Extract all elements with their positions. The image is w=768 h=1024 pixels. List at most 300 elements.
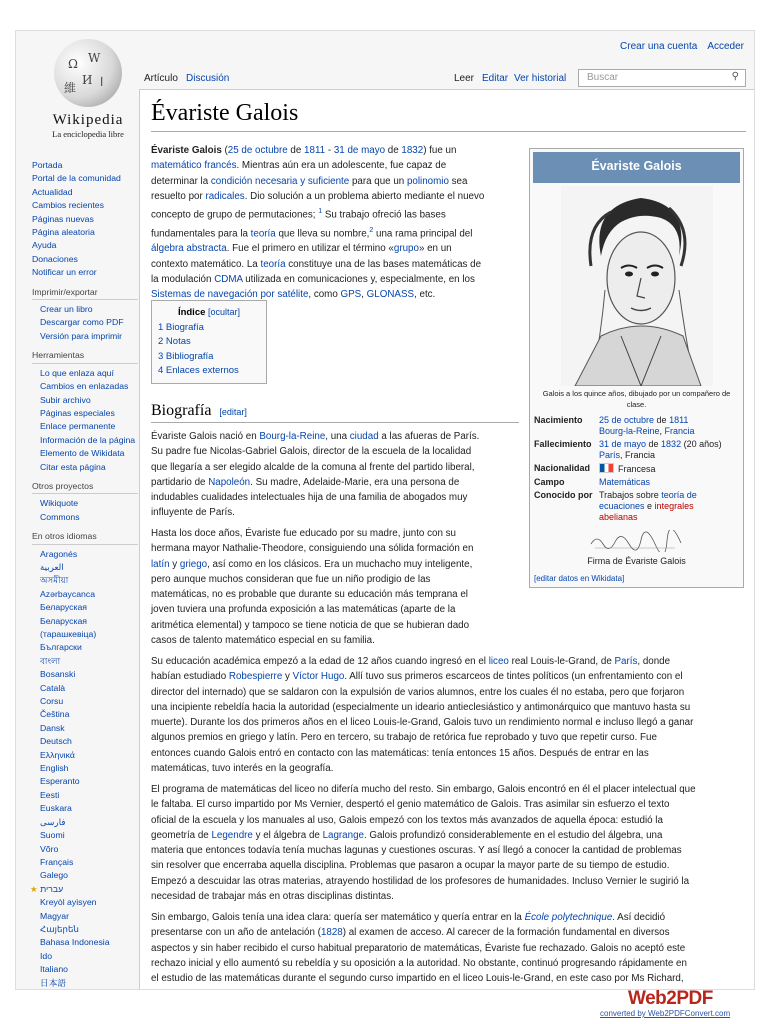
tab-article[interactable]: Artículo xyxy=(144,73,178,84)
text-line xyxy=(151,828,746,843)
tab-edit[interactable]: Editar xyxy=(482,73,509,84)
text-span: el estudio de las matemáticas durante el segundo curso impartido en el liceo Louis-le-Grand, en este caso por Ms Richard, xyxy=(151,973,684,985)
text-span: rechazo inicial y ello aumentó su rebeldía y su oposición a la autoridad. No obstante, continuó progresando rápidamente en xyxy=(151,957,687,969)
text-span: , xyxy=(361,289,367,301)
inline-link[interactable]: Robespierre xyxy=(228,671,283,683)
tab-read[interactable]: Leer xyxy=(454,73,475,84)
lang-item-link[interactable]: অসমীয়া xyxy=(40,575,69,586)
text-span: , donde xyxy=(637,656,671,667)
lang-item[interactable] xyxy=(32,923,138,936)
lang-item-link[interactable]: বাংলা xyxy=(40,655,61,666)
text-line xyxy=(151,889,746,904)
edit-section-link[interactable]: [editar] xyxy=(219,407,247,417)
text-line xyxy=(151,223,519,242)
text-line xyxy=(151,874,746,889)
text-span: hermana mayor Nathalie-Theodore, consiguiendo una sólida formación en xyxy=(151,543,474,555)
text-span: materia que entonces todavía tenía muchas lagunas y cuestiones oscuras. Y así llegó a conocer la cantidad de problemas xyxy=(151,845,682,857)
lang-item-link[interactable]: Corsu xyxy=(40,696,64,707)
lang-item[interactable] xyxy=(32,615,138,642)
text-line xyxy=(151,257,519,272)
text-line xyxy=(151,633,519,648)
text-span: joven tuviera una profunda exposición a las matemáticas (aparte de la xyxy=(151,604,456,616)
text-span: , Francia xyxy=(620,450,656,460)
lang-item[interactable] xyxy=(32,977,138,990)
inline-link[interactable]: teoría de xyxy=(661,490,697,500)
lang-item[interactable] xyxy=(32,869,138,882)
lang-item-link[interactable]: Aragonés xyxy=(40,548,78,559)
inline-link[interactable]: París xyxy=(599,450,621,460)
text-line xyxy=(151,925,746,940)
sidebar-item-link[interactable]: Actualidad xyxy=(32,186,73,197)
text-span: , xyxy=(659,426,665,436)
text-span: . Dio solución a un problema abierto mediante el nuevo xyxy=(244,190,485,202)
text-span: , así como en los clásicos. Era un muchacho muy inteligente, xyxy=(207,558,473,570)
text-span: real Louis-le-Grand, de xyxy=(508,656,615,667)
sidebar-item[interactable] xyxy=(32,303,138,316)
text-line xyxy=(151,797,746,812)
sidebar-item-link[interactable]: Portada xyxy=(32,160,63,170)
toc-toggle[interactable]: [ocultar] xyxy=(208,307,241,317)
text-span: resuelto por xyxy=(151,190,206,202)
inline-link[interactable]: 31 de mayo xyxy=(333,145,386,156)
lang-item-link[interactable]: Հայերեն xyxy=(40,923,80,934)
lang-item-link[interactable]: Suomi xyxy=(40,830,65,841)
search-input[interactable] xyxy=(578,69,746,87)
text-span: de xyxy=(287,145,305,156)
wordmark: Wikipedia xyxy=(52,112,124,128)
inline-link[interactable]: matemático francés xyxy=(151,160,237,172)
sidebar-item-link[interactable]: Portal de la comunidad xyxy=(32,173,121,184)
inline-link[interactable]: liceo xyxy=(488,656,509,667)
nav-portlet xyxy=(32,159,138,280)
text-span: constituye una de las bases matemáticas de xyxy=(285,258,482,270)
sidebar-item[interactable] xyxy=(32,186,138,199)
sidebar-item[interactable] xyxy=(32,461,138,474)
lang-item[interactable] xyxy=(32,574,138,587)
sidebar-item[interactable] xyxy=(32,394,138,407)
inline-link[interactable]: álgebra abstracta xyxy=(151,243,227,255)
infobox-key: Nacionalidad xyxy=(534,463,591,473)
sidebar-item-link[interactable]: Página aleatoria xyxy=(32,227,95,238)
text-line xyxy=(151,858,746,873)
toc-title: Índice xyxy=(177,307,206,318)
sidebar-item-link[interactable]: Páginas nuevas xyxy=(32,213,94,224)
lang-item[interactable] xyxy=(32,641,138,654)
toc-item[interactable]: 4 Enlaces externos xyxy=(158,365,239,376)
lang-item[interactable] xyxy=(32,668,138,681)
inline-link[interactable]: 1832 xyxy=(661,439,682,449)
text-span: sea xyxy=(448,175,468,187)
sidebar-item-link[interactable]: Notificar un error xyxy=(32,267,97,278)
sidebar-item[interactable] xyxy=(32,380,138,393)
sidebar-item-link[interactable]: Wikiquote xyxy=(40,498,79,509)
text-line xyxy=(151,669,746,684)
inline-link[interactable]: 1 xyxy=(318,208,323,216)
sidebar-item[interactable] xyxy=(32,226,138,239)
intro-paragraph xyxy=(151,143,519,303)
infobox-value xyxy=(598,489,746,524)
text-line xyxy=(151,444,519,459)
text-span: le faltaba. El curso impartido por Ms Vernier, despertó el genio matemático de Galois. Tras asimilar sin esfuerzo el texto xyxy=(151,799,670,811)
inline-link[interactable]: École polytechnique xyxy=(524,912,613,923)
lang-item[interactable] xyxy=(32,829,138,842)
lang-item[interactable] xyxy=(32,963,138,976)
text-span: aritmética elemental) y tampoco se tiene noticia de que se hubieran dado xyxy=(151,619,470,631)
search-icon[interactable]: ⚲ xyxy=(731,71,739,82)
inline-link[interactable]: GLONASS xyxy=(366,289,415,301)
text-span: de xyxy=(385,145,402,156)
inline-link[interactable]: 25 de octubre xyxy=(599,415,655,425)
infobox-value xyxy=(598,414,746,438)
inline-link[interactable]: Bourg-la-Reine xyxy=(599,426,660,436)
infobox-table xyxy=(533,414,746,524)
lang-item-link[interactable]: فارسی xyxy=(40,816,66,827)
inline-link[interactable]: radicales xyxy=(205,190,245,202)
infobox-value xyxy=(598,462,746,476)
lang-item[interactable] xyxy=(32,843,138,856)
inline-link[interactable]: ecuaciones xyxy=(599,501,645,511)
lang-item-link[interactable]: Français xyxy=(40,856,74,867)
text-line xyxy=(151,557,519,572)
section-heading-biografia xyxy=(151,402,519,423)
text-span: director del internado) que se saldaron con la expulsión de varios alumnos, entre los cuales él no estaba, pero que forjaron xyxy=(151,686,685,698)
wikidata-link[interactable]: [editar datos en Wikidata] xyxy=(534,574,625,583)
sidebar-item-link[interactable]: Elemento de Wikidata xyxy=(40,448,125,459)
text-span: . Galois profundizó considerablemente en el estudio del álgebra, una xyxy=(363,829,663,841)
lang-item[interactable] xyxy=(32,722,138,735)
tab-history[interactable]: Ver historial xyxy=(514,73,567,84)
text-span: fundamentales para la xyxy=(151,228,251,240)
lang-item[interactable] xyxy=(32,950,138,963)
sidebar-item-link[interactable]: Versión para imprimir xyxy=(40,330,123,341)
text-span: utilizada en comunicaciones y, especialmente, en los xyxy=(242,273,475,285)
text-line xyxy=(151,715,746,730)
sidebar-item-link[interactable]: Información de la página xyxy=(40,434,136,445)
lang-item-link[interactable]: Eesti xyxy=(40,789,60,800)
web2pdf-logo[interactable] xyxy=(628,988,723,1010)
text-span: casos de talento matemático especial en su familia. xyxy=(151,635,375,647)
text-span: una incipiente rebeldía hacia la autoridad (especialmente un ideario antieclesiástico y antimonárquico que mantuvo hasta su xyxy=(151,701,691,713)
lang-item-link[interactable]: 日本語 xyxy=(40,977,67,988)
sidebar-item[interactable] xyxy=(32,367,138,380)
sidebar-item-link[interactable]: Cambios en enlazadas xyxy=(40,381,129,392)
inline-link[interactable]: Sistemas de navegación por satélite xyxy=(151,289,309,301)
lang-item-link[interactable]: Kreyòl ayisyen xyxy=(40,897,97,908)
lang-item[interactable] xyxy=(32,749,138,762)
lang-item-link[interactable]: Български xyxy=(40,642,82,653)
text-span: Francesa xyxy=(618,464,656,474)
lang-item[interactable] xyxy=(32,682,138,695)
text-line xyxy=(151,910,746,925)
lang-item-link[interactable]: Bosanski xyxy=(40,669,76,680)
inline-link[interactable]: 31 de mayo xyxy=(599,439,647,449)
lang-item-link[interactable]: Magyar xyxy=(40,910,69,921)
login-link[interactable]: Acceder xyxy=(707,41,744,52)
inline-link[interactable]: Lagrange xyxy=(322,829,364,841)
text-span: sin resolver que encerraba aquella disciplina. Problemas que pasaron a ocupar la mayor parte de su tiempo de estudio. xyxy=(151,860,670,872)
tools-portlet xyxy=(32,349,138,474)
inline-link[interactable]: Matemáticas xyxy=(599,477,651,487)
text-span: concepto de grupo de permutaciones; xyxy=(151,209,319,221)
text-line xyxy=(151,272,519,287)
text-span: Évariste Galois nació en xyxy=(151,431,260,442)
text-line xyxy=(151,602,519,617)
inline-link[interactable]: condición necesaria y suficiente xyxy=(210,175,350,187)
text-span: y xyxy=(169,558,180,570)
paragraph xyxy=(151,910,746,986)
lang-item-link[interactable]: Беларуская xyxy=(40,602,87,613)
text-span: y el álgebra de xyxy=(252,829,323,841)
sidebar-item-link[interactable]: Crear un libro xyxy=(40,304,93,315)
text-span: oficial de la escuela y los manuales al uso, Galois empezó con los textos más avanzados de aquella época: estudió la xyxy=(151,814,663,826)
text-span: , como xyxy=(308,289,341,301)
lang-item[interactable] xyxy=(32,708,138,721)
sidebar-item[interactable] xyxy=(32,434,138,447)
inline-link[interactable]: 1811 xyxy=(304,145,326,156)
text-span: Évariste Galois xyxy=(151,145,222,156)
sidebar-item[interactable] xyxy=(32,239,138,252)
tab-discussion[interactable]: Discusión xyxy=(186,73,230,84)
inline-link[interactable]: 1811 xyxy=(669,415,689,425)
create-account-link[interactable]: Crear una cuenta xyxy=(620,41,698,52)
text-span: - xyxy=(325,145,334,156)
inline-link[interactable]: 2 xyxy=(369,226,374,234)
signature-image[interactable] xyxy=(587,530,687,552)
text-line xyxy=(151,813,746,828)
lang-item-link[interactable]: Català xyxy=(40,682,66,693)
sidebar-item[interactable] xyxy=(32,159,138,172)
text-line xyxy=(151,174,519,189)
inline-link[interactable]: Napoleón xyxy=(208,476,251,488)
lang-item[interactable] xyxy=(32,816,138,829)
text-line xyxy=(151,204,519,223)
inline-link[interactable]: París xyxy=(614,656,638,667)
inline-link[interactable]: teoría xyxy=(260,258,286,270)
text-span: geometría de xyxy=(151,829,212,841)
sidebar-item[interactable] xyxy=(32,199,138,212)
section-heading-text: Biografía xyxy=(151,402,212,419)
lang-item[interactable] xyxy=(32,695,138,708)
text-line xyxy=(151,956,746,971)
text-span: Su padre fue Nicolas-Gabriel Galois, director de la escuela de la localidad xyxy=(151,446,472,458)
article-content xyxy=(139,89,755,990)
sidebar-item[interactable] xyxy=(32,407,138,420)
text-line xyxy=(151,505,519,520)
toc-item[interactable]: 3 Bibliografía xyxy=(158,350,214,362)
text-span: influyente de París. xyxy=(151,507,235,519)
text-span: partidario de xyxy=(151,476,209,488)
text-line xyxy=(151,572,519,587)
inline-link[interactable]: 1832 xyxy=(401,145,424,156)
sidebar-item[interactable] xyxy=(32,266,138,279)
lang-item-link[interactable]: Italiano xyxy=(40,964,69,975)
text-span: . Fue el primero en utilizar el término « xyxy=(226,243,394,255)
inline-link[interactable]: abelianas xyxy=(599,512,638,522)
inline-link[interactable]: Francia xyxy=(664,426,695,436)
lang-item-link[interactable]: Bahasa Indonesia xyxy=(40,937,110,948)
text-line xyxy=(151,490,519,505)
text-span: a las afueras de París. xyxy=(378,431,480,442)
print-heading: Imprimir/exportar xyxy=(32,286,138,300)
sidebar-item-link[interactable]: Cambios recientes xyxy=(32,200,104,211)
lang-item[interactable] xyxy=(32,655,138,668)
sidebar-item-link[interactable]: Lo que enlaza aquí xyxy=(40,367,114,378)
text-line xyxy=(151,526,519,541)
sidebar-item-link[interactable]: Ayuda xyxy=(32,240,57,251)
infobox-key: Fallecimiento xyxy=(534,439,592,449)
lang-item[interactable] xyxy=(32,802,138,815)
web2pdf-link[interactable]: converted by Web2PDFConvert.com xyxy=(600,1009,731,1018)
projects-heading: Otros proyectos xyxy=(32,480,138,494)
lang-item-link[interactable]: English xyxy=(40,763,69,774)
personal-tools xyxy=(620,41,744,52)
text-span: aspectos y sin haber recibido el curso habitual preparatorio de matemáticas, Évariste fue rechazado. Galois no aceptó este xyxy=(151,942,686,954)
paragraph xyxy=(151,429,519,521)
text-span: matemáticas, no es probable que durante su educación más temprana el xyxy=(151,589,468,601)
inline-link[interactable]: teoría xyxy=(250,228,276,240)
lang-item[interactable] xyxy=(32,896,138,909)
inline-link[interactable]: griego xyxy=(179,558,208,570)
text-span: de xyxy=(654,415,670,425)
text-line xyxy=(151,241,519,256)
text-line xyxy=(151,189,519,204)
text-line xyxy=(151,700,746,715)
lang-item[interactable] xyxy=(32,936,138,949)
lang-item-link[interactable]: Esperanto xyxy=(40,776,80,787)
sidebar-item[interactable] xyxy=(32,316,138,329)
sidebar-item[interactable] xyxy=(32,420,138,433)
inline-link[interactable]: 1828 xyxy=(320,927,343,939)
lang-item-link[interactable]: Čeština xyxy=(40,709,70,720)
web2pdf-wordmark: Web2PDF xyxy=(628,988,713,1009)
sidebar-item-link[interactable]: Donaciones xyxy=(32,253,78,264)
sidebar-item[interactable] xyxy=(32,447,138,460)
sidebar-item[interactable] xyxy=(32,330,138,343)
text-span: de xyxy=(646,439,662,449)
sidebar-item-link[interactable]: Commons xyxy=(40,511,80,522)
toc-item[interactable]: 2 Notas xyxy=(158,336,191,347)
lang-item[interactable] xyxy=(32,910,138,923)
text-span: determinar la xyxy=(151,175,211,187)
lang-item-link[interactable]: Deutsch xyxy=(40,736,72,747)
lang-item[interactable] xyxy=(32,561,138,574)
lang-item[interactable] xyxy=(22,883,138,896)
sidebar-item-link[interactable]: Páginas especiales xyxy=(40,407,115,418)
text-span: una rama principal del xyxy=(373,228,473,240)
lang-item-link[interactable]: עברית xyxy=(40,883,64,894)
text-span: . Allí tuvo sus primeros escarceos de tintes políticos (un enfrentamiento con el xyxy=(344,671,683,683)
langs-portlet xyxy=(32,530,138,990)
sidebar xyxy=(32,159,138,990)
inline-link[interactable]: CDMA xyxy=(214,273,243,285)
toc-item[interactable]: 1 Biografía xyxy=(158,321,204,333)
text-line xyxy=(151,761,746,776)
inline-link[interactable]: grupo xyxy=(393,243,419,255)
paragraph xyxy=(151,526,519,648)
sidebar-item-link[interactable]: Citar esta página xyxy=(40,461,106,472)
lang-item-link[interactable]: Беларуская (тарашкевіца) xyxy=(40,615,97,639)
text-span: entonces cuando Galois entró en contacto con las matemáticas: tenía entonces 15 años. Después de entrar en las xyxy=(151,747,649,759)
lang-item-link[interactable]: Võro xyxy=(40,843,59,854)
text-line xyxy=(151,730,746,745)
portrait-image[interactable] xyxy=(561,186,713,386)
infobox-title: Évariste Galois xyxy=(533,152,740,183)
lang-item-link[interactable]: Galego xyxy=(40,870,69,881)
sidebar-item[interactable] xyxy=(32,213,138,226)
lang-item-link[interactable]: Euskara xyxy=(40,803,72,814)
lang-item-link[interactable]: Azərbaycanca xyxy=(40,588,96,599)
sidebar-item[interactable] xyxy=(32,253,138,266)
inline-link[interactable]: Legendre xyxy=(211,829,253,841)
text-span: muerte). Durante los dos primeros años en el liceo Louis-le-Grand, Galois tuvo un rendimiento normal e incluso llegó a ganar xyxy=(151,717,694,729)
infobox-row xyxy=(533,414,746,438)
inline-link[interactable]: latín xyxy=(151,558,170,570)
inline-link[interactable]: Víctor Hugo xyxy=(292,671,345,683)
featured-star-icon: ★ xyxy=(30,883,41,894)
text-line xyxy=(151,971,746,986)
lang-item[interactable] xyxy=(32,588,138,601)
projects-portlet xyxy=(32,480,138,524)
sidebar-item-link[interactable]: Descargar como PDF xyxy=(40,317,124,328)
text-line xyxy=(151,941,746,956)
inline-link[interactable]: polinomio xyxy=(406,175,449,187)
lang-item-link[interactable]: العربية xyxy=(40,561,64,572)
text-span: » en un xyxy=(418,243,452,255)
inline-link[interactable]: ciudad xyxy=(349,431,379,442)
text-span: ) al examen de acceso. Al carecer de la formación fundamental en diversos xyxy=(342,927,670,939)
lang-item[interactable] xyxy=(32,775,138,788)
text-span: e xyxy=(644,501,655,511)
lang-item[interactable] xyxy=(32,548,138,561)
text-span: presentarse con un año de antelación ( xyxy=(151,927,321,939)
lang-item[interactable] xyxy=(32,856,138,869)
text-line xyxy=(151,475,519,490)
tagline: La enciclopedia libre xyxy=(52,129,124,139)
sidebar-item-link[interactable]: Enlace permanente xyxy=(40,421,116,432)
sidebar-item[interactable] xyxy=(32,172,138,185)
lang-item-link[interactable]: Ido xyxy=(40,950,53,961)
inline-link[interactable]: integrales xyxy=(654,501,694,511)
lang-item[interactable] xyxy=(32,762,138,775)
lang-item-link[interactable]: Ελληνικά xyxy=(40,749,75,760)
sidebar-item[interactable] xyxy=(32,511,138,524)
lang-item-link[interactable]: Dansk xyxy=(40,722,65,733)
text-span: ) fue un xyxy=(423,145,457,156)
text-line xyxy=(151,541,519,556)
text-span: . Su madre, Adelaide-Marie, era una persona de xyxy=(250,476,460,488)
text-line xyxy=(151,843,746,858)
text-line xyxy=(151,782,746,797)
text-line xyxy=(151,460,519,475)
infobox-key: Conocido por xyxy=(534,490,593,500)
france-flag-icon xyxy=(599,463,614,473)
text-span: la modulación xyxy=(151,273,215,285)
text-span: , una xyxy=(325,431,350,442)
text-span: contexto matemático. La xyxy=(151,258,261,270)
sidebar-item-link[interactable]: Subir archivo xyxy=(40,394,91,405)
inline-link[interactable]: 25 de octubre xyxy=(227,145,288,156)
lang-item[interactable] xyxy=(32,735,138,748)
infobox xyxy=(529,148,744,588)
wikipedia-logo[interactable] xyxy=(38,39,138,154)
lang-item[interactable] xyxy=(32,789,138,802)
inline-link[interactable]: Bourg-la-Reine xyxy=(259,431,326,442)
inline-link[interactable]: GPS xyxy=(340,289,362,301)
lang-item[interactable] xyxy=(32,601,138,614)
sidebar-item[interactable] xyxy=(32,497,138,510)
tools-heading: Herramientas xyxy=(32,349,138,363)
infobox-key: Nacimiento xyxy=(534,415,583,425)
